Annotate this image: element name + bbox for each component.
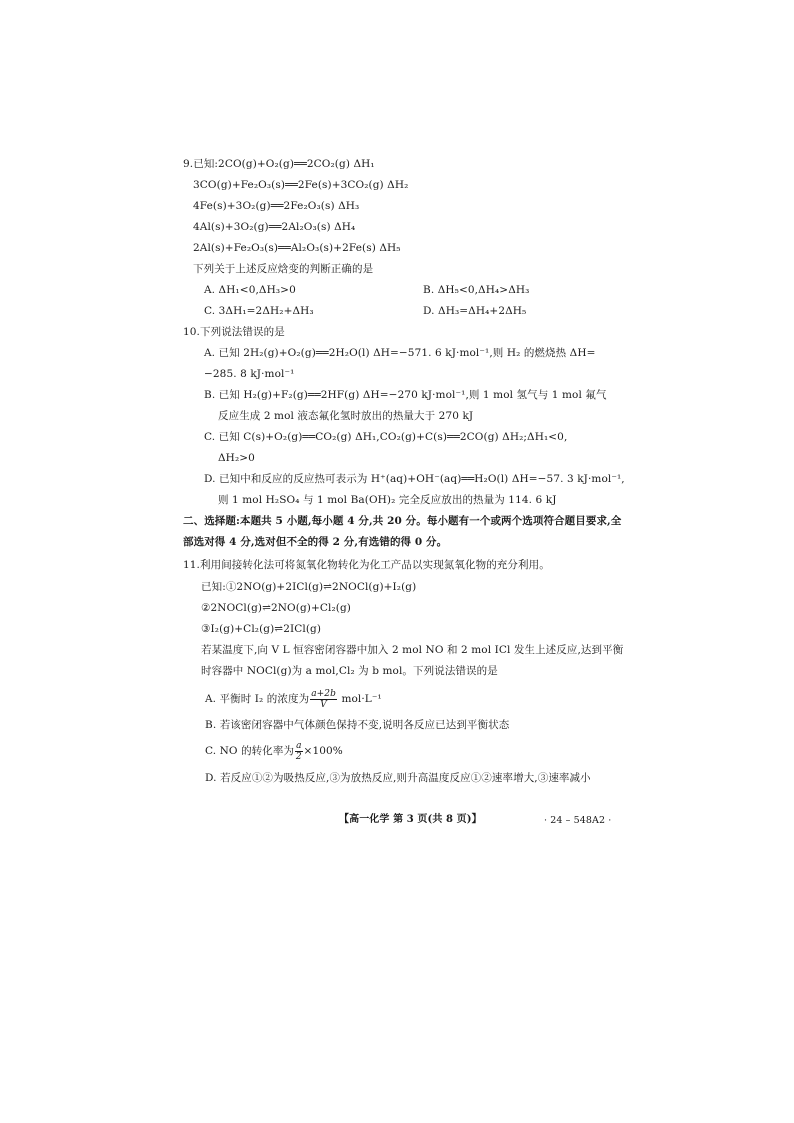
q11-option-a-denominator: V	[320, 699, 327, 710]
q11-equation-3: ③I₂(g)+Cl₂(g)⇌2ICl(g)	[201, 623, 322, 635]
q10-option-c-line2: ΔH₂>0	[218, 452, 255, 464]
q11-equation-1: 已知:①2NO(g)+2ICl(g)⇌2NOCl(g)+I₂(g)	[201, 581, 417, 593]
q11-option-a-unit: mol·L⁻¹	[338, 693, 382, 705]
q11-option-a	[205, 688, 382, 710]
section-two-header-line1: 二、选择题:本题共 5 小题,每小题 4 分,共 20 分。每小题有一个或两个选项符合题目要求,全	[183, 515, 622, 527]
q10-stem: 10.下列说法错误的是	[183, 326, 285, 338]
q11-option-c-fraction	[295, 741, 302, 762]
q10-option-a-line2: −285. 8 kJ·mol⁻¹	[204, 368, 295, 380]
q9-question: 下列关于上述反应焓变的判断正确的是	[193, 263, 374, 275]
q9-option-a: A. ΔH₁<0,ΔH₃>0	[204, 284, 296, 296]
q11-option-b: B. 若该密闭容器中气体颜色保持不变,说明各反应已达到平衡状态	[205, 719, 510, 731]
q11-condition-line1: 若某温度下,向 V L 恒容密闭容器中加入 2 mol NO 和 2 mol ICl 发生上述反应,达到平衡	[201, 644, 624, 656]
q10-option-b-line1: B. 已知 H₂(g)+F₂(g)══2HF(g) ΔH=−270 kJ·mol⁻¹,则 1 mol 氢气与 1 mol 氟气	[204, 389, 607, 401]
q9-equation-3: 4Fe(s)+3O₂(g)══2Fe₂O₃(s) ΔH₃	[193, 200, 360, 212]
q11-option-c-suffix: ×100%	[303, 745, 343, 757]
q11-condition-line2: 时容器中 NOCl(g)为 a mol,Cl₂ 为 b mol。下列说法错误的是	[201, 665, 498, 677]
q11-option-a-numerator: a+2b	[311, 688, 336, 699]
q10-option-d-line1: D. 已知中和反应的反应热可表示为 H⁺(aq)+OH⁻(aq)══H₂O(l) ΔH=−57. 3 kJ·mol⁻¹,	[204, 473, 625, 485]
q11-option-c-denominator: 2	[295, 751, 302, 762]
q9-equation-5: 2Al(s)+Fe₂O₃(s)══Al₂O₃(s)+2Fe(s) ΔH₅	[193, 242, 401, 254]
q9-stem: 9.已知:2CO(g)+O₂(g)══2CO₂(g) ΔH₁	[183, 158, 375, 170]
q9-option-c: C. 3ΔH₁=2ΔH₂+ΔH₃	[204, 305, 314, 317]
page-footer-center: 【高一化学 第 3 页(共 8 页)】	[339, 814, 482, 825]
q10-option-c-line1: C. 已知 C(s)+O₂(g)══CO₂(g) ΔH₁,CO₂(g)+C(s)══2CO(g) ΔH₂;ΔH₁<0,	[204, 431, 568, 443]
q11-option-c	[205, 740, 343, 762]
q10-option-b-line2: 反应生成 2 mol 液态氟化氢时放出的热量大于 270 kJ	[218, 410, 474, 422]
page-footer-code: · 24 – 548A2 ·	[544, 815, 612, 826]
q11-equation-2: ②2NOCl(g)⇌2NO(g)+Cl₂(g)	[201, 602, 351, 614]
q11-stem: 11.利用间接转化法可将氮氧化物转化为化工产品以实现氮氧化物的充分利用。	[183, 559, 550, 571]
q9-equation-2: 3CO(g)+Fe₂O₃(s)══2Fe(s)+3CO₂(g) ΔH₂	[193, 179, 409, 191]
q11-option-a-prefix: A. 平衡时 I₂ 的浓度为	[205, 693, 310, 705]
q11-option-c-prefix: C. NO 的转化率为	[205, 745, 295, 757]
q9-option-d: D. ΔH₃=ΔH₄+2ΔH₅	[423, 305, 527, 317]
q10-option-d-line2: 则 1 mol H₂SO₄ 与 1 mol Ba(OH)₂ 完全反应放出的热量为 114. 6 kJ	[218, 494, 557, 506]
q9-equation-4: 4Al(s)+3O₂(g)══2Al₂O₃(s) ΔH₄	[193, 221, 356, 233]
q9-option-b: B. ΔH₅<0,ΔH₄>ΔH₃	[423, 284, 530, 296]
q11-option-d: D. 若反应①②为吸热反应,③为放热反应,则升高温度反应①②速率增大,③速率减小	[205, 772, 591, 784]
q10-option-a-line1: A. 已知 2H₂(g)+O₂(g)══2H₂O(l) ΔH=−571. 6 kJ·mol⁻¹,则 H₂ 的燃烧热 ΔH=	[204, 347, 596, 359]
q11-option-a-fraction	[310, 689, 337, 710]
section-two-header-line2: 部选对得 4 分,选对但不全的得 2 分,有选错的得 0 分。	[183, 536, 448, 548]
q11-option-c-numerator: a	[296, 740, 302, 751]
